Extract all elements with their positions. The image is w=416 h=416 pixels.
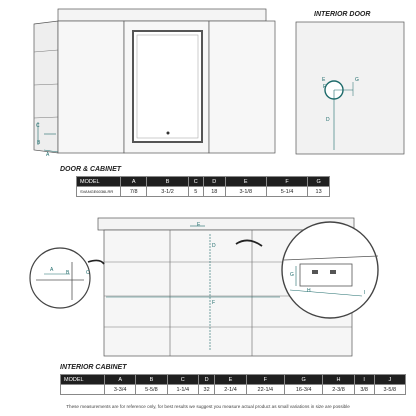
int-dim-e: E — [197, 222, 201, 228]
table-cell: 3-5/8 — [374, 385, 405, 395]
disclaimer-text: These measurements are for reference only, for best results we suggest you measure actual product as small variations in size are possible — [66, 404, 350, 409]
touch-sensor-icon — [167, 132, 170, 135]
table-cell: 22-1/4 — [246, 385, 284, 395]
table-cell: 1-1/4 — [167, 385, 198, 395]
table-cell: SVANGE6036LRR — [77, 187, 121, 197]
table-cell: 32 — [198, 385, 214, 395]
dim-label-a: A — [46, 152, 50, 158]
table-header-cell: D — [203, 177, 225, 187]
table-cell: 5-1/4 — [266, 187, 307, 197]
door-cabinet-title: DOOR & CABINET — [60, 166, 122, 173]
int-dim-f: F — [212, 300, 216, 306]
cabinet-front-view — [34, 9, 275, 153]
table-header-cell: F — [266, 177, 307, 187]
interior-door-view — [296, 22, 404, 154]
door-dim-f: F — [323, 84, 327, 90]
table-header-row — [77, 177, 330, 187]
dim-label-c: C — [36, 123, 40, 129]
dim-label-b: B — [37, 140, 41, 146]
door-dim-d: D — [326, 117, 330, 123]
table-header-cell: MODEL — [61, 375, 105, 385]
outlet-icon — [300, 264, 352, 286]
table-cell: 3-1/2 — [147, 187, 188, 197]
table-header-cell: E — [215, 375, 246, 385]
table-header-cell: J — [374, 375, 405, 385]
table-cell: 13 — [308, 187, 330, 197]
table-cell: 16-3/4 — [285, 385, 323, 395]
table-cell: 3-1/8 — [225, 187, 266, 197]
table-header-cell: E — [225, 177, 266, 187]
interior-cabinet-table — [60, 374, 406, 395]
table-header-row — [61, 375, 406, 385]
interior-cabinet-title: INTERIOR CABINET — [60, 364, 127, 371]
table-cell: 5 — [188, 187, 203, 197]
table-header-cell: B — [136, 375, 167, 385]
table-header-cell: H — [323, 375, 354, 385]
table-cell: 2-1/4 — [215, 385, 246, 395]
int-dim-d: D — [212, 243, 216, 249]
table-header-cell: I — [354, 375, 374, 385]
table-cell: 5-5/8 — [136, 385, 167, 395]
int-dim-c: C — [86, 270, 90, 276]
int-dim-a: A — [50, 267, 54, 273]
table-cell: 7/8 — [121, 187, 147, 197]
table-header-cell: MODEL — [77, 177, 121, 187]
table-row — [61, 385, 406, 395]
zoom-dim-g: G — [290, 272, 294, 278]
interior-door-title: INTERIOR DOOR — [314, 11, 371, 18]
door-cabinet-table — [76, 176, 330, 197]
table-header-cell: F — [246, 375, 284, 385]
left-zoom-detail — [30, 248, 104, 308]
zoom-dim-i: I — [364, 290, 366, 296]
table-header-cell: C — [188, 177, 203, 187]
table-cell: 3/8 — [354, 385, 374, 395]
door-dim-e: E — [322, 77, 326, 83]
table-header-cell: D — [198, 375, 214, 385]
table-row — [77, 187, 330, 197]
table-cell — [61, 385, 105, 395]
table-header-cell: G — [285, 375, 323, 385]
zoom-dim-h: H — [307, 288, 311, 294]
table-cell: 2-3/8 — [323, 385, 354, 395]
int-dim-b: B — [66, 270, 70, 276]
table-cell: 3-3/4 — [105, 385, 136, 395]
table-header-cell: B — [147, 177, 188, 187]
table-header-cell: A — [105, 375, 136, 385]
table-header-cell: C — [167, 375, 198, 385]
door-dim-g: G — [355, 77, 359, 83]
table-header-cell: G — [308, 177, 330, 187]
table-header-cell: A — [121, 177, 147, 187]
table-cell: 18 — [203, 187, 225, 197]
